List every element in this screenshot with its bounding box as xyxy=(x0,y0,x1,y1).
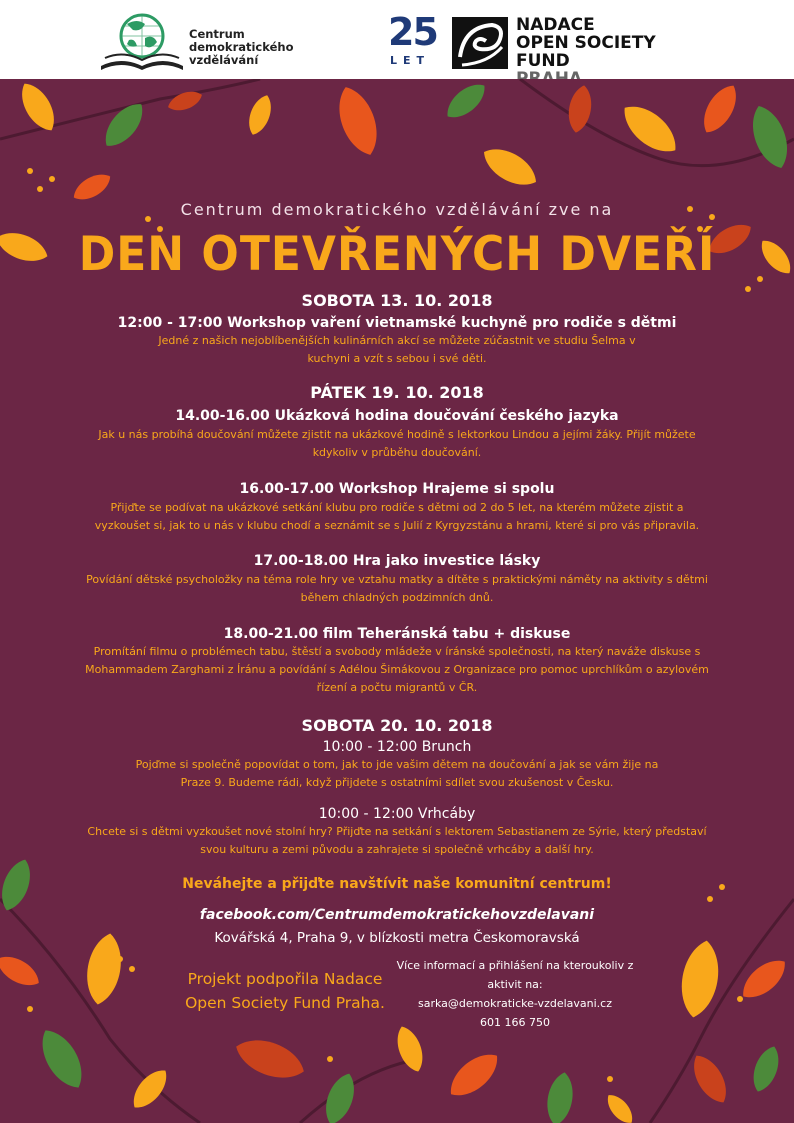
header xyxy=(0,0,794,79)
description-line: Přijďte se podívat na ukázkové setkání klubu pro rodiče s dětmi od 2 do 5 let, na kterém můžete zjistit a xyxy=(110,501,684,514)
call-to-action: Neváhejte a přijďte navštívit naše komunitní centrum! xyxy=(182,876,612,892)
description-line: Pojďme si společně popovídat o tom, jak to jde vašim dětem na doučování a jak se vám žije na xyxy=(135,758,659,771)
event-description xyxy=(0,823,794,859)
intro-text: Centrum demokratického vzdělávání zve na xyxy=(180,200,614,219)
osf-logo-line2: OPEN SOCIETY FUND xyxy=(516,33,656,71)
description-line: Praze 9. Budeme rádi, když přijdete s ostatními sdílet svou zkušenost v Česku. xyxy=(180,776,614,789)
event-description xyxy=(0,499,794,535)
contact-line: aktivit na: xyxy=(487,978,543,991)
day-date: PÁTEK 19. 10. 2018 xyxy=(310,383,484,402)
contact-line: Více informací a přihlášení na kteroukoliv z xyxy=(396,959,634,972)
page-title: DEN OTEVŘENÝCH DVEŘÍ xyxy=(78,226,716,283)
facebook-link[interactable]: facebook.com/Centrumdemokratickehovzdelavani xyxy=(199,907,595,923)
event-description xyxy=(0,571,794,607)
description-line: Jak u nás probíhá doučování můžete zjistit na ukázkové hodině s lektorkou Lindou a jejími žáky. Přijít můžete xyxy=(98,428,696,441)
cdv-logo-line3: vzdělávání xyxy=(189,53,259,67)
event-title: 16.00-17.00 Workshop Hrajeme si spolu xyxy=(239,481,555,497)
description-line: Mohammadem Zarghami z Íránu a povídání s Adélou Šimákovou z Organizace pro pomoc uprchlíkům o azylovém xyxy=(85,663,709,676)
event-description xyxy=(0,332,794,368)
osf-logo xyxy=(388,10,708,72)
address: Kovářská 4, Praha 9, v blízkosti metra Českomoravská xyxy=(214,930,580,946)
cdv-logo-line1: Centrum xyxy=(189,27,245,41)
poster xyxy=(0,79,794,1123)
event-title: 10:00 - 12:00 Vrhcáby xyxy=(318,806,476,822)
osf-logo-number: 25 xyxy=(388,10,437,54)
event-title: 12:00 - 17:00 Workshop vaření vietnamské kuchyně pro rodiče s dětmi xyxy=(117,315,677,331)
day-date: SOBOTA 20. 10. 2018 xyxy=(301,716,493,735)
osf-logo-line1: NADACE xyxy=(516,15,595,35)
description-line: během chladných podzimních dnů. xyxy=(300,591,494,604)
description-line: kdykoliv v průběhu doučování. xyxy=(312,446,482,459)
osf-logo-let: LET xyxy=(390,54,431,67)
cdv-logo xyxy=(97,8,317,74)
contact-phone[interactable]: 601 166 750 xyxy=(480,1016,550,1029)
event-title: 18.00-21.00 film Teheránská tabu + diskuse xyxy=(223,626,571,642)
cdv-logo-line2: demokratického xyxy=(189,40,294,54)
event-description xyxy=(0,643,794,697)
event-description xyxy=(0,756,794,792)
description-line: Povídání dětské psycholožky na téma role hry ve vztahu matky a dítěte s praktickými náměty na aktivity s dětmi xyxy=(86,573,708,586)
day-date: SOBOTA 13. 10. 2018 xyxy=(301,291,493,310)
contact-email[interactable]: sarka@demokraticke-vzdelavani.cz xyxy=(417,997,612,1010)
description-line: kuchyni a vzít s sebou i své děti. xyxy=(307,352,487,365)
description-line: svou kulturu a zemi původu a zahrajete si společně vrhcáby a další hry. xyxy=(200,843,594,856)
support-line: Projekt podpořila Nadace xyxy=(187,970,383,988)
event-title: 17.00-18.00 Hra jako investice lásky xyxy=(253,553,541,569)
description-line: vyzkoušet si, jak to u nás v klubu chodí a seznámit se s Julií z Kyrgyzstánu a hrami, které si pro vás připravila. xyxy=(94,519,700,532)
event-title: 10:00 - 12:00 Brunch xyxy=(322,739,472,755)
event-title: 14.00-16.00 Ukázková hodina doučování českého jazyka xyxy=(175,408,619,424)
description-line: řízení a počtu migrantů v ČR. xyxy=(316,681,478,694)
description-line: Chcete si s dětmi vyzkoušet nové stolní hry? Přijďte na setkání s lektorem Sebastianem ze Sýrie, který představí xyxy=(87,825,707,838)
description-line: Jedné z našich nejoblíbenějších kulinárních akcí se můžete zúčastnit ve studiu Šelma v xyxy=(158,334,636,347)
description-line: Promítání filmu o problémech tabu, štěstí a svobody mládeže v íránské společnosti, na který naváže diskuse s xyxy=(93,645,701,658)
contact-info xyxy=(372,956,658,1032)
globe-book-icon xyxy=(97,8,189,74)
event-description xyxy=(0,426,794,462)
support-line: Open Society Fund Praha. xyxy=(185,994,385,1012)
osf-swirl-icon xyxy=(452,17,508,69)
